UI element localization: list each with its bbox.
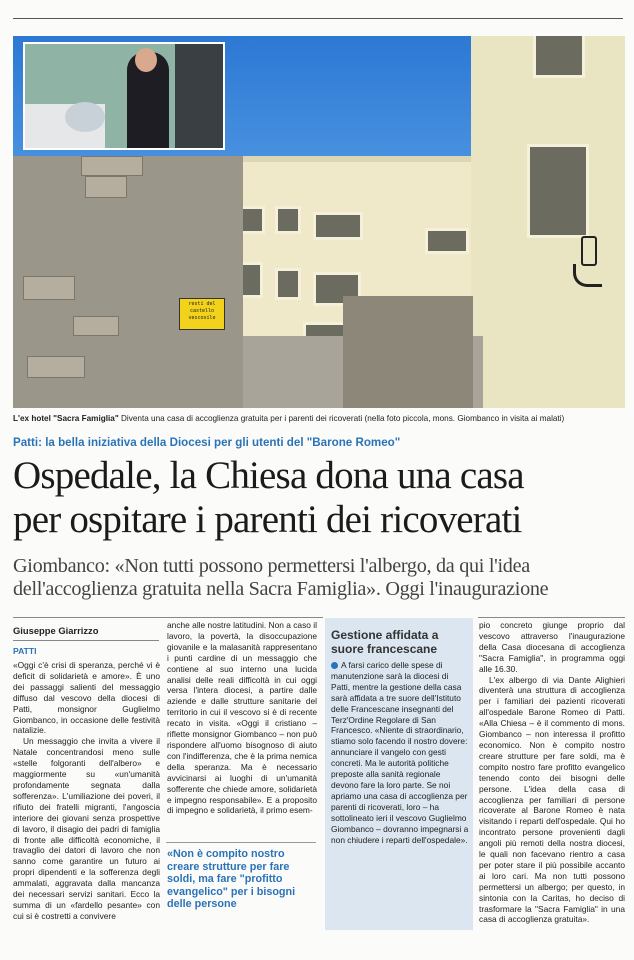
headline-line-2: per ospitare i parenti dei ricoverati <box>13 498 522 541</box>
stone <box>73 316 119 336</box>
caption-bold: L'ex hotel "Sacra Famiglia" <box>13 414 119 423</box>
inset-photo <box>23 42 225 150</box>
rule <box>13 640 159 641</box>
kicker: Patti: la bella iniziativa della Diocesi per gli utenti del "Barone Romeo" <box>13 436 401 449</box>
subhead-line-2: dell'accoglienza gratuita nella Sacra Famiglia». Oggi l'inaugurazione <box>13 578 549 600</box>
window <box>527 144 589 238</box>
yellow-sign: resti del castello vescovile <box>179 298 225 330</box>
headline-line-1: Ospedale, la Chiesa dona una casa <box>13 454 524 497</box>
pull-quote: «Non è compito nostro creare strutture per fare soldi, ma fare "profitto evangelico" per i bisogni delle persone <box>167 848 296 911</box>
subheadline <box>13 555 625 601</box>
window <box>533 36 585 78</box>
dateline-place: PATTI <box>13 646 37 656</box>
stone <box>85 176 127 198</box>
byline: Giuseppe Giarrizzo <box>13 625 99 636</box>
window <box>313 212 363 240</box>
column-1 <box>13 660 160 922</box>
paragraph: pio concreto giunge proprio dal vescovo attraverso l'inaugurazione della Casa diocesana di accoglienza "Sacra Famiglia", in programma oggi alle 16.30. <box>479 620 625 674</box>
stone <box>23 276 75 300</box>
rule <box>13 617 323 618</box>
window <box>275 268 301 300</box>
column-4 <box>479 620 625 925</box>
stone-wall <box>343 296 473 408</box>
inset-patient <box>65 102 105 132</box>
street-lamp <box>575 236 597 296</box>
inset-door <box>175 44 223 148</box>
top-rule <box>13 18 623 19</box>
box-title: Gestione affidata a suore francescane <box>331 628 439 656</box>
article-photo <box>13 36 625 408</box>
inset-bishop-head <box>135 48 157 72</box>
quote-rule <box>166 842 316 843</box>
stone <box>81 156 143 176</box>
paragraph: L'ex albergo di via Dante Alighieri diventerà una struttura di accoglienza per i familiari dei pazienti ricoverati all'ospedale Barone Romeo di Patti. «Alla Chiesa – è il commento di mons. Giombanco – non interessa il profitto economico. Non è compito nostro creare strutture per fare soldi, ma è compito nostro fare profitto evangelico tenendo conto dei bisogni delle persone. L'idea della casa di accoglienza per familiari di persone ricoverate al Barone Romeo è nata visitando i reparti dell'ospedale. Qui ho incontrato persone provenienti dagli angoli più remoti della nostra diocesi, le quali non facevano rientro a casa per poter stare il più possibile accanto ai loro cari. Ma non tutti possono permettersi un albergo; per questo, in sintonia con la Caritas, ho deciso di trasformare la "Sacra Famiglia" in una casa di accoglienza gratuita». <box>479 674 625 925</box>
caption-text: Diventa una casa di accoglienza gratuita per i parenti dei ricoverati (nella foto piccola, mons. Giombanco in visita ai malati) <box>121 414 565 423</box>
rule <box>478 617 625 618</box>
paragraph: anche alle nostre latitudini. Non a caso il lavoro, la povertà, la disoccupazione giovanile e la malasanità rappresentano i punti cardine di un messaggio che contiene al suo interno una lucida analisi delle reali difficoltà in cui oggi versa l'intera diocesi, a partire dalle aziende e dalle strutture sanitarie del territorio in cui il vescovo si è di recente recato in visita. «Oggi il cristiano – riflette monsignor Giombanco – non può rispondere all'uomo bisognoso di aiuto con l'indifferenza, che è la prima nemica della speranza. Ma è necessario avvicinarsi ai luoghi di un'umanità sofferente che chiede amore, solidarietà e impegno responsabile». E a proposito di impegno e solidarietà, il primo esem- <box>167 620 317 816</box>
window <box>275 206 301 234</box>
bullet-icon <box>331 662 338 669</box>
subhead-line-1: Giombanco: «Non tutti possono permettersi l'albergo, da qui l'idea <box>13 555 530 577</box>
stone <box>27 356 85 378</box>
paragraph: Un messaggio che invita a vivere il Natale concentrandosi meno sulle «stelle folgoranti dell'albero» e maggiormente su «un'umanità profondamente segnata dalla sofferenza». L'umiliazione dei poveri, il rifiuto dei fratelli migranti, l'angoscia interiore dei giovani senza prospettive di lavoro, il disagio dei padri di famiglia di fronte alle difficoltà economiche, il travaglio dei datori di lavoro che non sanno come garantire un futuro ai propri dipendenti e la sofferenza degli ammalati, aggravata dalla mancanza dei necessari servizi sanitari. Ecco la summa di un «fardello pesante» con cui si è costretti a convivere <box>13 736 160 921</box>
castle-wall <box>13 156 243 408</box>
box-text-body: A farsi carico delle spese di manutenzione sarà la diocesi di Patti, mentre la gestione della casa sarà affidata a tre suore dell'Istituto delle Francescane insegnanti del Terz'Ordine Regolare di San Francesco. «Niente di straordinario, stiamo solo facendo il nostro dovere: annunciare il vangelo con gesti concreti. Ma le autorità politiche preposte alla sanità regionale devono fare la loro parte. Se noi apriamo una casa di accoglienza per parenti di ricoverati, loro – ha sottolineato ieri il vescovo Guglielmo Giombanco – dovranno impegnarsi a non chiudere i reparti dell'ospedale». <box>331 660 469 845</box>
column-2 <box>167 620 317 816</box>
box-text <box>331 660 469 845</box>
headline <box>13 454 625 542</box>
paragraph: «Oggi c'è crisi di speranza, perché vi è deficit di solidarietà e amore». È uno dei passaggi salienti del messaggio diffuso dal vescovo della diocesi di Patti, monsignor Guglielmo Giombanco, in occasione delle festività natalizie. <box>13 660 160 736</box>
side-building <box>471 36 625 408</box>
window <box>425 228 469 254</box>
photo-caption <box>13 413 625 424</box>
